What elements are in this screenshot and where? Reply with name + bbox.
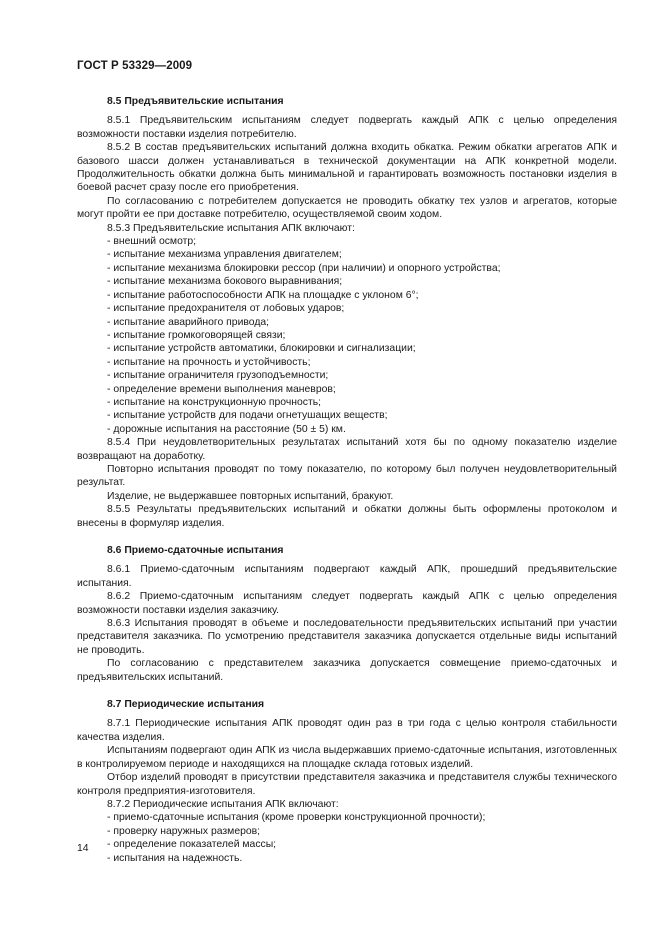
list-item: - дорожные испытания на расстояние (50 ± 5) км. bbox=[107, 423, 346, 435]
list-item: - испытание на конструкционную прочность; bbox=[107, 396, 322, 408]
paragraph-selection: Отбор изделий проводят в присутствии представителя заказчика и представителя службы технического контроля предприятия-изготовителя. bbox=[77, 772, 617, 797]
paragraph-repeat-tests: Повторно испытания проводят по тому показателю, по которому был получен неудовлетворительный результат. bbox=[77, 463, 617, 489]
paragraph-test-subject: Испытаниям подвергают один АПК из числа выдержавших приемо-сдаточные испытания, изготовленных в контролируемом периоде и находящихся на площадке склада готовых изделий. bbox=[77, 745, 617, 770]
list-item: - испытание аварийного привода; bbox=[107, 316, 270, 328]
paragraph-8-6-3: 8.6.3 Испытания проводят в объеме и последовательности предъявительских испытаний при участии представителя заказчика. По усмотрению представителя заказчика допускается отдельные виды испытаний не проводить. bbox=[77, 618, 617, 656]
list-item: - испытание предохранителя от лобовых ударов; bbox=[107, 303, 345, 315]
paragraph-reject: Изделие, не выдержавшее повторных испытаний, бракуют. bbox=[107, 490, 394, 502]
paragraph-8-7-1: 8.7.1 Периодические испытания АПК проводят один раз в три года с целью контроля стабильности качества изделия. bbox=[77, 718, 617, 743]
list-item: - приемо-сдаточные испытания (кроме проверки конструкционной прочности); bbox=[107, 812, 486, 824]
list-item: - испытание устройств автоматики, блокировки и сигнализации; bbox=[107, 343, 416, 355]
list-item: - проверку наружных размеров; bbox=[107, 825, 261, 837]
list-item: - испытание механизма бокового выравнивания; bbox=[107, 276, 343, 288]
section-heading-8-7: 8.7 Периодические испытания bbox=[107, 699, 265, 711]
list-item: - определение времени выполнения маневров; bbox=[107, 383, 336, 395]
paragraph-8-6-1: 8.6.1 Приемо-сдаточным испытаниям подвергают каждый АПК, прошедший предъявительские испытания. bbox=[77, 564, 617, 589]
list-item: - испытание работоспособности АПК на площадке с уклоном 6°; bbox=[107, 289, 419, 301]
list-item: - испытание громкоговорящей связи; bbox=[107, 329, 286, 341]
list-item: - испытание на прочность и устойчивость; bbox=[107, 356, 311, 368]
paragraph-agreement-combined: По согласованию с представителем заказчика допускается совмещение приемо-сдаточных и предъявительских испытаний. bbox=[77, 658, 617, 683]
section-heading-8-6: 8.6 Приемо-сдаточные испытания bbox=[107, 545, 284, 556]
page-content bbox=[77, 88, 617, 865]
paragraph-8-5-3: 8.5.3 Предъявительские испытания АПК включают: bbox=[107, 222, 355, 234]
list-item: - определение показателей массы; bbox=[107, 839, 277, 851]
paragraph-agreement-run-in: По согласованию с потребителем допускается не проводить обкатку тех узлов и агрегатов, которые могут пройти ее при доставке потребителю, осуществляемой своим ходом. bbox=[77, 195, 617, 221]
list-item: - испытание механизма управления двигателем; bbox=[107, 249, 342, 261]
list-item: - испытания на надежность. bbox=[107, 852, 243, 864]
list-item: - внешний осмотр; bbox=[107, 236, 197, 248]
list-item: - испытание механизма блокировки рессор (при наличии) и опорного устройства; bbox=[107, 262, 501, 274]
section-heading-8-5: 8.5 Предъявительские испытания bbox=[107, 96, 284, 107]
page-number: 14 bbox=[77, 843, 89, 854]
paragraph-8-5-5: 8.5.5 Результаты предъявительских испытаний и обкатки должны быть оформлены протоколом и внесены в формуляр изделия. bbox=[77, 504, 617, 529]
paragraph-8-7-2: 8.7.2 Периодические испытания АПК включают: bbox=[107, 798, 339, 810]
list-item: - испытание ограничителя грузоподъемности; bbox=[107, 370, 329, 382]
paragraph-8-5-1: 8.5.1 Предъявительским испытаниям следует подвергать каждый АПК с целью определения возможности поставки изделия потребителю. bbox=[77, 115, 617, 140]
paragraph-8-5-2: 8.5.2 В состав предъявительских испытаний должна входить обкатка. Режим обкатки агрегатов АПК и базового шасси должен устанавливаться в технической документации на АПК конкретной модели. Продолжительность обкатки должна быть минимальной и гарантировать возможность постановки изделия в боевой расчет сразу после его приобретения. bbox=[77, 142, 617, 194]
standard-header: ГОСТ Р 53329—2009 bbox=[77, 60, 193, 72]
paragraph-8-5-4: 8.5.4 При неудовлетворительных результатах испытаний хотя бы по одному показателю изделие возвращают на доработку. bbox=[77, 437, 617, 462]
paragraph-8-6-2: 8.6.2 Приемо-сдаточным испытаниям следует подвергать каждый АПК с целью определения возможности поставки изделия заказчику. bbox=[77, 591, 617, 616]
list-item: - испытание устройств для подачи огнетушащих веществ; bbox=[107, 410, 388, 422]
